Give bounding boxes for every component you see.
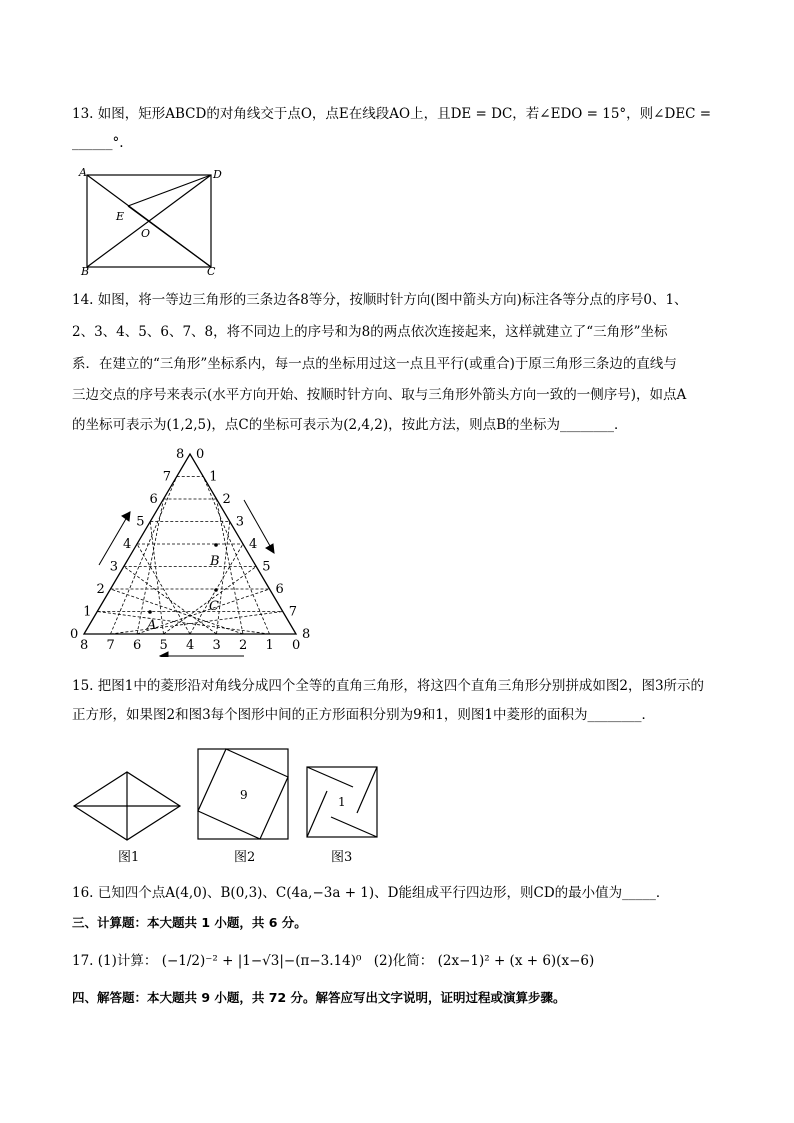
q13-rectangle-figure: [75, 165, 235, 280]
point-c-dot: [214, 588, 218, 592]
q17-number: 17. (1)计算：: [72, 953, 158, 969]
q17-part2-label: (2)化简：: [373, 953, 434, 969]
q15-square-figure-3: [305, 765, 380, 840]
label-a: A: [79, 166, 87, 179]
tick-label-left: 1: [83, 604, 92, 620]
q14-line2: 2、3、4、5、6、7、8，将不同边上的序号和为8的两点依次连接起来，这样就建立了“三角形”坐标: [72, 324, 668, 340]
tick-label-bottom: 5: [159, 638, 168, 653]
tick-label-right: 5: [262, 559, 271, 575]
fig3-segment-1: [307, 767, 353, 787]
q17-expression-1: (−1/2)⁻² + |1−√3|−(π−3.14)⁰: [161, 953, 362, 969]
tick-label-left: 0: [70, 627, 79, 642]
q14-line5: 的坐标可表示为(1,2,5)，点C的坐标可表示为(2,4,2)，按此方法，则点B的坐标为________．: [72, 417, 628, 433]
tick-label-right: 7: [288, 604, 298, 620]
q14-line3: 系．在建立的“三角形”坐标系内，每一点的坐标用过这一点且平行(或重合)于原三角形三条边的直线与: [72, 356, 677, 372]
label-e: E: [116, 210, 125, 223]
tick-label-bottom: 2: [239, 638, 248, 653]
tick-label-left: 3: [109, 559, 119, 575]
arrowhead-right-icon: [266, 544, 274, 553]
segment-de: [128, 175, 211, 206]
tick-label-bottom: 0: [292, 638, 301, 653]
q14-line1: 14. 如图，将一等边三角形的三条边各8等分，按顺时针方向(图中箭头方向)标注各等分点的序号0、1、: [72, 292, 688, 308]
point-b-label: B: [210, 554, 220, 569]
section3-title: 三、计算题：本大题共 1 小题，共 6 分。: [72, 915, 307, 930]
fig1-caption: 图1: [118, 850, 140, 865]
fig3-segment-2: [357, 767, 377, 813]
label-o: O: [141, 227, 151, 240]
tick-label-right: 6: [275, 582, 284, 597]
tick-label-right: 4: [249, 537, 258, 552]
tick-label-bottom: 3: [212, 638, 221, 653]
tick-label-bottom: 8: [80, 638, 89, 653]
q15-line1: 15. 把图1中的菱形沿对角线分成四个全等的直角三角形，将这四个直角三角形分别拼成如图2，图3所示的: [72, 678, 705, 694]
tick-label-left: 4: [123, 537, 132, 552]
tick-label-bottom: 1: [265, 638, 274, 653]
point-c-label: C: [209, 599, 219, 614]
tick-label-right: 3: [235, 514, 245, 530]
grid-line-right: [217, 522, 230, 635]
point-a-dot: [148, 610, 152, 614]
grid-line-left: [124, 567, 217, 635]
label-c: C: [207, 265, 216, 278]
q15-square-figure-2: [196, 747, 291, 842]
q16-line1: 16. 已知四个点A(4,0)、B(0,3)、C(4a,−3a + 1)、D能组成平行四边形，则CD的最小值为_____．: [72, 885, 670, 901]
grid-line-left: [97, 612, 269, 635]
q13-line2: ______°.: [72, 135, 124, 151]
tick-label-left: 5: [136, 514, 145, 530]
fig3-caption: 图3: [331, 850, 353, 865]
tick-label-right: 1: [209, 469, 218, 485]
fig3-area-label: 1: [338, 795, 346, 809]
point-b-dot: [214, 543, 218, 547]
point-a-label: A: [147, 618, 157, 633]
tick-label-bottom: 4: [186, 638, 195, 653]
tick-label-left: 7: [162, 469, 172, 485]
fig2-caption: 图2: [234, 850, 256, 865]
tick-label-bottom: 6: [133, 638, 142, 653]
q15-line2: 正方形，如果图2和图3每个图形中间的正方形面积分别为9和1，则图1中菱形的面积为________．: [72, 707, 655, 723]
tick-label-right: 2: [222, 492, 231, 507]
tick-label-left: 6: [149, 492, 158, 507]
fig3-segment-3: [331, 817, 377, 837]
q14-triangle-coordinate-figure: [66, 442, 316, 657]
label-b: B: [81, 265, 90, 278]
section4-title: 四、解答题：本大题共 9 小题，共 72 分。解答应写出文字说明，证明过程或演算步骤。: [72, 990, 566, 1005]
q15-rhombus-figure: [70, 768, 190, 848]
q17-expression-2: (2x−1)² + (x + 6)(x−6): [437, 953, 595, 969]
tick-label-right: 0: [196, 447, 205, 462]
tick-label-bottom: 7: [106, 638, 115, 653]
q17-line: [72, 951, 732, 971]
tick-label-right: 8: [302, 627, 311, 642]
fig3-segment-4: [307, 791, 327, 837]
grid-line-right: [111, 612, 283, 635]
tick-label-left: 8: [176, 447, 185, 462]
fig2-area-label: 9: [240, 788, 248, 802]
q14-line4: 三边交点的序号来表示(水平方向开始、按顺时针方向、取与三角形外箭头方向一致的一侧序号)，如点A: [72, 387, 687, 403]
tick-label-left: 2: [96, 582, 105, 597]
q13-line1: 13. 如图，矩形ABCD的对角线交于点O，点E在线段AO上，且DE = DC，若∠EDO = 15°，则∠DEC =: [72, 106, 712, 122]
label-d: D: [213, 168, 222, 181]
